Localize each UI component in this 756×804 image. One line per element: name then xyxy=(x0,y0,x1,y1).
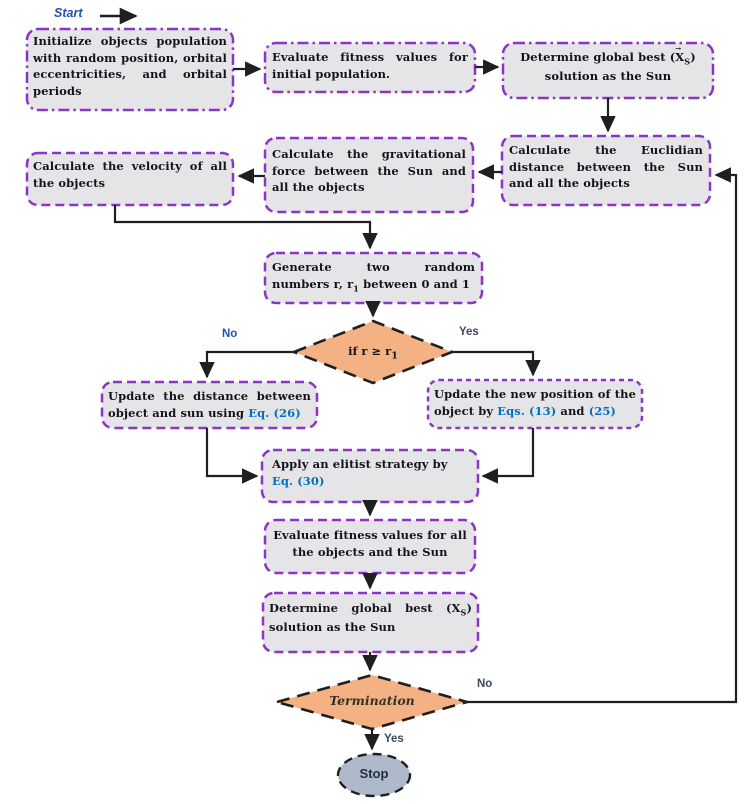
node-update-distance-label xyxy=(108,388,311,421)
equation-ref-26: Eq. (26) xyxy=(248,405,301,420)
edge-label-termination-yes: Yes xyxy=(384,733,404,745)
node-evaluate-all-fitness-label: Evaluate fitness values for all the objects and the Sun xyxy=(273,528,467,559)
decision-r-comparison-label xyxy=(294,344,452,361)
equation-ref-13: Eqs. (13) xyxy=(497,403,557,418)
edge-label-decision-no: No xyxy=(222,328,238,340)
text-fragment: if r ≥ r xyxy=(348,344,392,358)
subscript-1: 1 xyxy=(353,282,359,293)
node-elitist-strategy-label xyxy=(272,456,472,489)
text-fragment: Determine global best (X xyxy=(269,601,461,615)
vector-x-symbol: X → xyxy=(675,49,684,66)
subscript-1: 1 xyxy=(391,350,398,362)
arrow-decision-yes xyxy=(452,352,533,375)
text-fragment: Update the distance between object and sun using xyxy=(108,389,311,420)
text-fragment: ) solution as the Sun xyxy=(544,50,696,83)
text-fragment: Determine global best ( xyxy=(520,50,676,64)
node-update-position-label xyxy=(434,386,636,419)
node-determine-global-best-sun-label xyxy=(509,49,707,85)
equation-ref-25: (25) xyxy=(588,403,616,418)
text-fragment: and xyxy=(556,403,589,418)
node-gravitational-force-label: Calculate the gravitational force between the Sun and all the objects xyxy=(272,147,466,195)
node-initialize-population-label: Initialize objects population with random position, orbital eccentricities, and orbital periods xyxy=(33,34,227,99)
decision-termination-label: Termination xyxy=(329,693,415,708)
text-fragment: Apply an elitist strategy by xyxy=(272,457,448,471)
text-fragment: Update the new position of the object by xyxy=(434,387,636,418)
subscript-s: S xyxy=(684,56,691,67)
node-generate-random-numbers-label xyxy=(272,259,475,295)
subscript-s: S xyxy=(460,607,467,618)
node-velocity-label: Calculate the velocity of all the objects xyxy=(33,159,227,190)
arrow-termination-no-loop xyxy=(467,175,736,702)
text-fragment: Generate two random numbers r, r xyxy=(272,260,475,291)
stop-label: Stop xyxy=(359,766,389,781)
node-determine-global-best-label xyxy=(269,600,472,636)
edge-label-termination-no: No xyxy=(477,678,493,690)
node-euclidian-distance-label: Calculate the Euclidian distance between the Sun and all the objects xyxy=(509,143,703,191)
start-label: Start xyxy=(54,6,83,20)
text-fragment: between 0 and 1 xyxy=(358,276,471,291)
arrow-distance-to-elitist xyxy=(207,428,257,476)
text-fragment: ) solution as the Sun xyxy=(269,601,472,634)
edge-label-decision-yes: Yes xyxy=(459,326,479,338)
node-evaluate-initial-fitness-label: Evaluate fitness values for initial population. xyxy=(272,50,468,81)
arrow-decision-no xyxy=(207,352,294,377)
equation-ref-30: Eq. (30) xyxy=(272,473,325,488)
arrow-position-to-elitist xyxy=(483,428,533,476)
